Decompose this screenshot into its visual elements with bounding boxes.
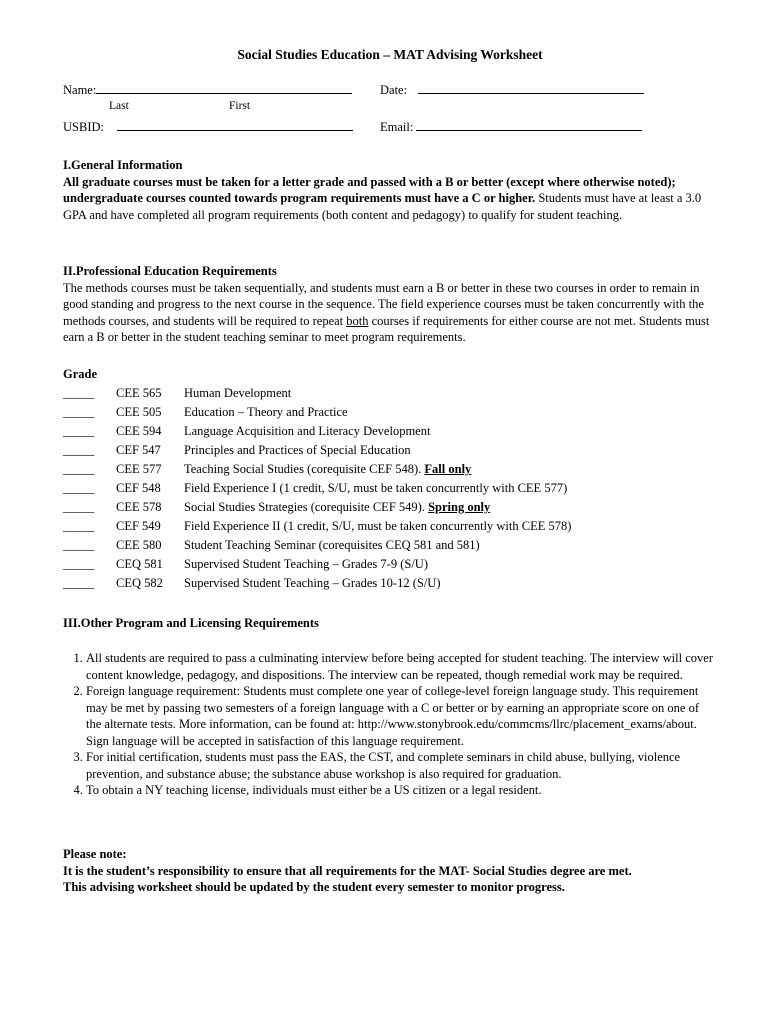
course-title: Human Development — [184, 386, 292, 400]
course-code: CEE 580 — [116, 538, 162, 552]
first-name-caption: First — [229, 100, 251, 112]
grade-blank[interactable]: _____ — [63, 405, 95, 419]
course-code: CEF 547 — [116, 443, 161, 457]
repeat-text: courses if requirements for either course are not met. Students must earn a B or better in the student teaching seminar to meet program requirements. — [63, 313, 710, 344]
course-code: CEQ 582 — [116, 576, 163, 590]
course-description — [184, 385, 291, 402]
course-code: CEQ 581 — [116, 557, 163, 571]
grade-blank[interactable]: _____ — [63, 519, 95, 533]
name-input-line[interactable] — [96, 81, 352, 94]
email-label: Email: — [380, 120, 414, 134]
course-description — [184, 575, 441, 592]
date-label: Date: — [380, 83, 408, 97]
course-title: Supervised Student Teaching – Grades 10-12 (S/U) — [184, 576, 441, 590]
grade-blank[interactable]: _____ — [63, 386, 95, 400]
course-description — [184, 499, 490, 516]
requirements-list — [63, 650, 713, 799]
section-heading: I.General Information — [63, 158, 183, 172]
term-note: Fall only — [424, 462, 472, 476]
course-title: Student Teaching Seminar (corequisites CEQ 581 and 581) — [184, 538, 480, 552]
grade-blank[interactable]: _____ — [63, 557, 95, 571]
gpa-requirement-text: Students must have at least a 3.0 GPA and have completed all program requirements (both content and pedagogy) to qualify for student teaching. — [63, 191, 702, 222]
term-note: Spring only — [428, 500, 491, 514]
course-title: Supervised Student Teaching – Grades 7-9 (S/U) — [184, 557, 428, 571]
section-body — [63, 280, 713, 346]
course-code: CEE 565 — [116, 386, 162, 400]
course-description — [184, 518, 571, 535]
grade-blank[interactable]: _____ — [63, 424, 95, 438]
grade-blank[interactable]: _____ — [63, 500, 95, 514]
course-title: Education – Theory and Practice — [184, 405, 348, 419]
name-label: Name: — [63, 83, 97, 97]
date-input-line[interactable] — [418, 81, 644, 94]
professional-education-section — [63, 263, 713, 346]
name-field — [63, 81, 352, 99]
course-title: Field Experience I (1 credit, S/U, must be taken concurrently with CEE 577) — [184, 481, 568, 495]
course-description — [184, 461, 471, 478]
note-heading: Please note: — [63, 847, 127, 861]
underlined-word: both — [346, 313, 369, 328]
page-title: Social Studies Education – MAT Advising Worksheet — [237, 47, 543, 62]
bold-requirement-text: All graduate courses must be taken for a letter grade and passed with a B or better (except where otherwise noted); undergraduate courses counted towards program requirements must have a C or higher. — [63, 174, 676, 205]
general-information-section — [63, 157, 713, 223]
usbid-label: USBID: — [63, 120, 104, 134]
last-name-caption: Last — [109, 100, 129, 112]
email-field — [380, 118, 642, 136]
course-code: CEF 549 — [116, 519, 161, 533]
section-body — [63, 174, 713, 224]
grade-blank[interactable]: _____ — [63, 538, 95, 552]
date-field — [380, 81, 644, 99]
section-heading: III.Other Program and Licensing Requirements — [63, 616, 319, 630]
requirement-item: 4. To obtain a NY teaching license, individuals must either be a US citizen or a legal resident. — [86, 782, 713, 799]
requirement-item: 1. All students are required to pass a culminating interview before being accepted for student teaching. The interview will cover content knowledge, pedagogy, and dispositions. The interview can be repeated, though remedial work may be required. — [86, 650, 713, 683]
grade-blank[interactable]: _____ — [63, 462, 95, 476]
please-note-section — [63, 846, 713, 896]
requirement-item: 3. For initial certification, students must pass the EAS, the CST, and complete seminars in child abuse, bullying, violence prevention, and substance abuse; the substance abuse workshop is also required for graduation. — [86, 749, 713, 782]
requirement-item: 2. Foreign language requirement: Students must complete one year of college-level foreign language study. This requirement may be met by passing two semesters of a foreign language with a C or better or by earning an appropriate score on one of the alternate tests. More information, can be found at: http://www.stonybrook.edu/commcms/llrc/placement_exams/about. Sign language will be accepted in satisfaction of this language requirement. — [86, 683, 713, 749]
grade-blank[interactable]: _____ — [63, 576, 95, 590]
methods-text: The methods courses must be taken sequentially, and students must earn a B or better in these two courses in order to remain in good standing and progress to the next course in the sequence. The field experience courses must be taken concurrently with the methods courses, and students will be required to repeat — [63, 280, 704, 328]
grade-blank[interactable]: _____ — [63, 443, 95, 457]
course-description — [184, 480, 567, 497]
course-title: Language Acquisition and Literacy Development — [184, 424, 431, 438]
course-code: CEE 505 — [116, 405, 162, 419]
course-code: CEF 548 — [116, 481, 161, 495]
course-code: CEE 577 — [116, 462, 162, 476]
course-title: Social Studies Strategies (corequisite CEF 549). — [184, 500, 429, 514]
course-description — [184, 442, 411, 459]
course-description — [184, 556, 428, 573]
section-heading: II.Professional Education Requirements — [63, 264, 277, 278]
course-description — [184, 423, 430, 440]
course-description — [184, 537, 480, 554]
other-requirements-list-wrap — [63, 650, 713, 799]
grade-column-header: Grade — [63, 367, 98, 381]
usbid-input-line[interactable] — [117, 118, 353, 131]
grade-blank[interactable]: _____ — [63, 481, 95, 495]
course-title: Teaching Social Studies (corequisite CEF 548). — [184, 462, 425, 476]
course-title: Principles and Practices of Special Education — [184, 443, 411, 457]
note-line-responsibility: It is the student’s responsibility to ensure that all requirements for the MAT- Social Studies degree are met. — [63, 863, 632, 878]
other-requirements-section — [63, 615, 713, 632]
course-title: Field Experience II (1 credit, S/U, must be taken concurrently with CEE 578) — [184, 519, 572, 533]
usbid-field — [63, 118, 353, 136]
course-description — [184, 404, 348, 421]
course-code: CEE 594 — [116, 424, 162, 438]
email-input-line[interactable] — [416, 118, 642, 131]
course-code: CEE 578 — [116, 500, 162, 514]
note-line-update: This advising worksheet should be updated by the student every semester to monitor progress. — [63, 880, 565, 894]
